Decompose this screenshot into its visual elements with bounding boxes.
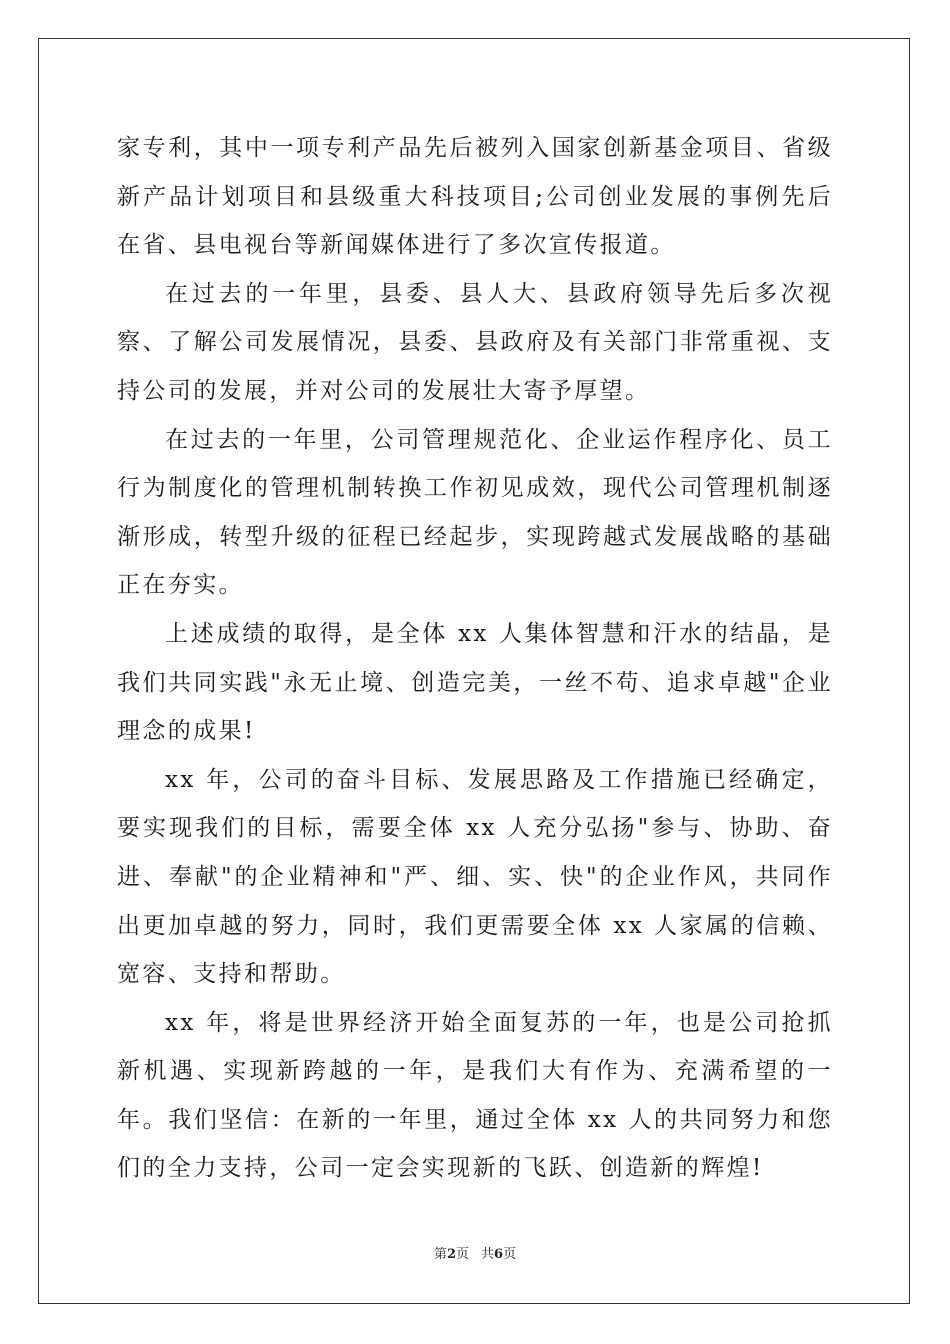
page-footer — [0, 1243, 950, 1262]
page-total: 共6页 — [481, 1247, 517, 1262]
paragraph: xx 年，公司的奋斗目标、发展思路及工作措施已经确定，要实现我们的目标，需要全体 xx 人充分弘扬"参与、协助、奋进、奉献"的企业精神和"严、细、实、快"的企业作风，共同作出更加卓越的努力，同时，我们更需要全体 xx 人家属的信赖、宽容、支持和帮助。 — [117, 766, 833, 988]
document-body — [117, 124, 833, 1193]
paragraph: 家专利，其中一项专利产品先后被列入国家创新基金项目、省级新产品计划项目和县级重大科技项目;公司创业发展的事例先后在省、县电视台等新闻媒体进行了多次宣传报道。 — [117, 135, 833, 259]
page-number: 第2页 — [433, 1247, 469, 1262]
paragraph: 上述成绩的取得，是全体 xx 人集体智慧和汗水的结晶，是我们共同实践"永无止境、创造完美，一丝不苟、追求卓越"企业理念的成果! — [117, 620, 833, 745]
paragraph: xx 年，将是世界经济开始全面复苏的一年，也是公司抢抓新机遇、实现新跨越的一年，是我们大有作为、充满希望的一年。我们坚信：在新的一年里，通过全体 xx 人的共同努力和您们的全力支持，公司一定会实现新的飞跃、创造新的辉煌! — [117, 1009, 833, 1182]
paragraph: 在过去的一年里，公司管理规范化、企业运作程序化、员工行为制度化的管理机制转换工作初见成效，现代公司管理机制逐渐形成，转型升级的征程已经起步，实现跨越式发展战略的基础正在夯实。 — [117, 426, 833, 599]
paragraph: 在过去的一年里，县委、县人大、县政府领导先后多次视察、了解公司发展情况，县委、县政府及有关部门非常重视、支持公司的发展，并对公司的发展壮大寄予厚望。 — [117, 280, 833, 404]
